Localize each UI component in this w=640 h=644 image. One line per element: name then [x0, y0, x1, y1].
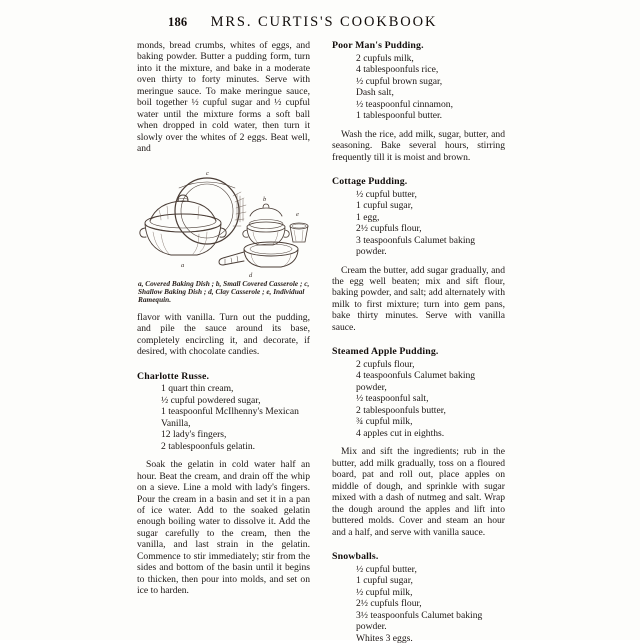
ingredient-item: 2 cupfuls flour,: [356, 358, 415, 370]
recipe-title-snowballs: Snowballs.: [332, 550, 379, 562]
ingredient-list-charlotte-russe: [137, 383, 310, 452]
ingredient-item: 2½ cupfuls flour,: [356, 598, 422, 610]
ingredient-item: ½ teaspoonful salt,: [356, 393, 429, 405]
ingredient-list-steamed-apple-pudding: [332, 359, 505, 440]
ingredient-item: 1 tablespoonful butter.: [356, 110, 443, 122]
ingredient-item: 2 tablespoonfuls gelatin.: [161, 440, 256, 452]
svg-text:b: b: [263, 195, 267, 203]
left-column: [137, 40, 310, 636]
svg-text:e: e: [296, 210, 299, 218]
ingredient-item: Whites 3 eggs.: [356, 632, 413, 644]
bakeware-illustration: [137, 166, 310, 305]
ingredient-item: 2 cupfuls milk,: [356, 52, 414, 64]
ingredient-item: 2½ cupfuls flour,: [356, 223, 422, 235]
ingredient-item: Dash salt,: [356, 87, 394, 99]
ingredient-item: 4 apples cut in eighths.: [356, 427, 445, 439]
ingredient-item: 1 cupful sugar,: [356, 575, 413, 587]
svg-text:c: c: [206, 169, 209, 177]
recipe-method-steamed-apple-pudding: Mix and sift the ingredients; rub in the butter, add milk gradually, toss on a floured board, pat and roll out, place apples on middle of dough, and sprinkle with sugar mixed with a dash of nutmeg and salt. Wrap the dough around the apples and lift into buttered molds. Cover and steam an hour and a half, and serve with vanilla sauce.: [332, 446, 505, 538]
recipe-title-charlotte-russe: Charlotte Russe.: [137, 370, 210, 382]
page-number: 186: [168, 15, 188, 29]
continued-paragraph: monds, bread crumbs, whites of eggs, and baking powder. Butter a pudding form, turn into it the mixture, and bake in a moderate oven thirty to forty minutes. Serve with meringue sauce. To make meringue sauce, boil together ½ cupful sugar and ½ cupful water until the mixture forms a soft ball when dropped in cold water, then turn it slowly over the whites of 2 eggs. Beat well, and: [137, 40, 310, 155]
ingredient-item: 1 quart thin cream,: [161, 383, 234, 395]
recipe-method-charlotte-russe: Soak the gelatin in cold water half an hour. Beat the cream, and drain off the whip on a sieve. Line a mold with lady's fingers. Pour the cream in a basin and set it in a pan of ice water. Add to the soaked gelatin enough boiling water to dissolve it. Add the sugar carefully to the cream, then the vanilla, and last strain in the gelatin. Commence to stir immediately; stir from the sides and bottom of the basin until it begins to thicken, then pour into molds, and set on ice to harden.: [137, 459, 310, 597]
ingredient-list-poor-mans-pudding: [332, 53, 505, 122]
recipe-title-poor-mans-pudding: Poor Man's Pudding.: [332, 40, 424, 51]
ingredient-item: ½ cupful butter,: [356, 563, 417, 575]
running-head: [0, 14, 640, 34]
ingredient-item: ½ cupful brown sugar,: [356, 75, 443, 87]
text-columns: [137, 40, 505, 644]
ingredient-item: 2 tablespoonfuls butter,: [356, 404, 446, 416]
bakeware-engraving: [137, 166, 310, 278]
svg-text:d: d: [249, 271, 253, 278]
book-title: MRS. CURTIS'S COOKBOOK: [210, 14, 438, 30]
recipe-method-poor-mans-pudding: Wash the rice, add milk, sugar, butter, and seasoning. Bake several hours, stirring frequently till it is moist and brown.: [332, 128, 505, 163]
svg-text:a: a: [181, 261, 185, 269]
ingredient-item: 1 teaspoonful McIlhenny's Mexican Vanilla,: [161, 406, 299, 429]
ingredient-item: ¾ cupful milk,: [356, 416, 413, 428]
ingredient-list-snowballs: [332, 564, 505, 644]
recipe-method-cottage-pudding: Cream the butter, add sugar gradually, and the egg well beaten; mix and sift flour, baking powder, and salt; add alternately with milk to first mixture; turn into gem pans, bake thirty minutes. Serve with vanilla sauce.: [332, 264, 505, 333]
recipe-title-cottage-pudding: Cottage Pudding.: [332, 175, 408, 187]
ingredient-item: 3½ teaspoonfuls Calumet baking powder.: [356, 609, 483, 633]
ingredient-item: 12 lady's fingers,: [161, 429, 227, 441]
figure-caption: a, Covered Baking Dish ; b, Small Covered Casserole ; c, Shallow Baking Dish ; d, Clay Casserole ; e, Individual Ramequin.: [138, 278, 310, 305]
ingredient-item: 1 egg,: [356, 211, 380, 223]
ingredient-item: 4 teaspoonfuls Calumet baking powder,: [356, 370, 476, 393]
after-figure-paragraph: flavor with vanilla. Turn out the pudding, and pile the sauce around its base, completely encircling it, and decorate, if desired, with chocolate candies.: [137, 311, 310, 358]
ingredient-item: 3 teaspoonfuls Calumet baking powder.: [356, 234, 476, 258]
ingredient-item: 1 cupful sugar,: [356, 200, 413, 212]
right-column: [332, 40, 505, 644]
ingredient-item: ½ cupful powdered sugar,: [161, 394, 261, 406]
ingredient-list-cottage-pudding: [332, 189, 505, 258]
ingredient-item: ½ cupful milk,: [356, 586, 413, 598]
ingredient-item: 4 tablespoonfuls rice,: [356, 64, 439, 76]
ingredient-item: ½ teaspoonful cinnamon,: [356, 98, 453, 110]
ingredient-item: ½ cupful butter,: [356, 188, 417, 200]
recipe-title-steamed-apple-pudding: Steamed Apple Pudding.: [332, 346, 439, 358]
